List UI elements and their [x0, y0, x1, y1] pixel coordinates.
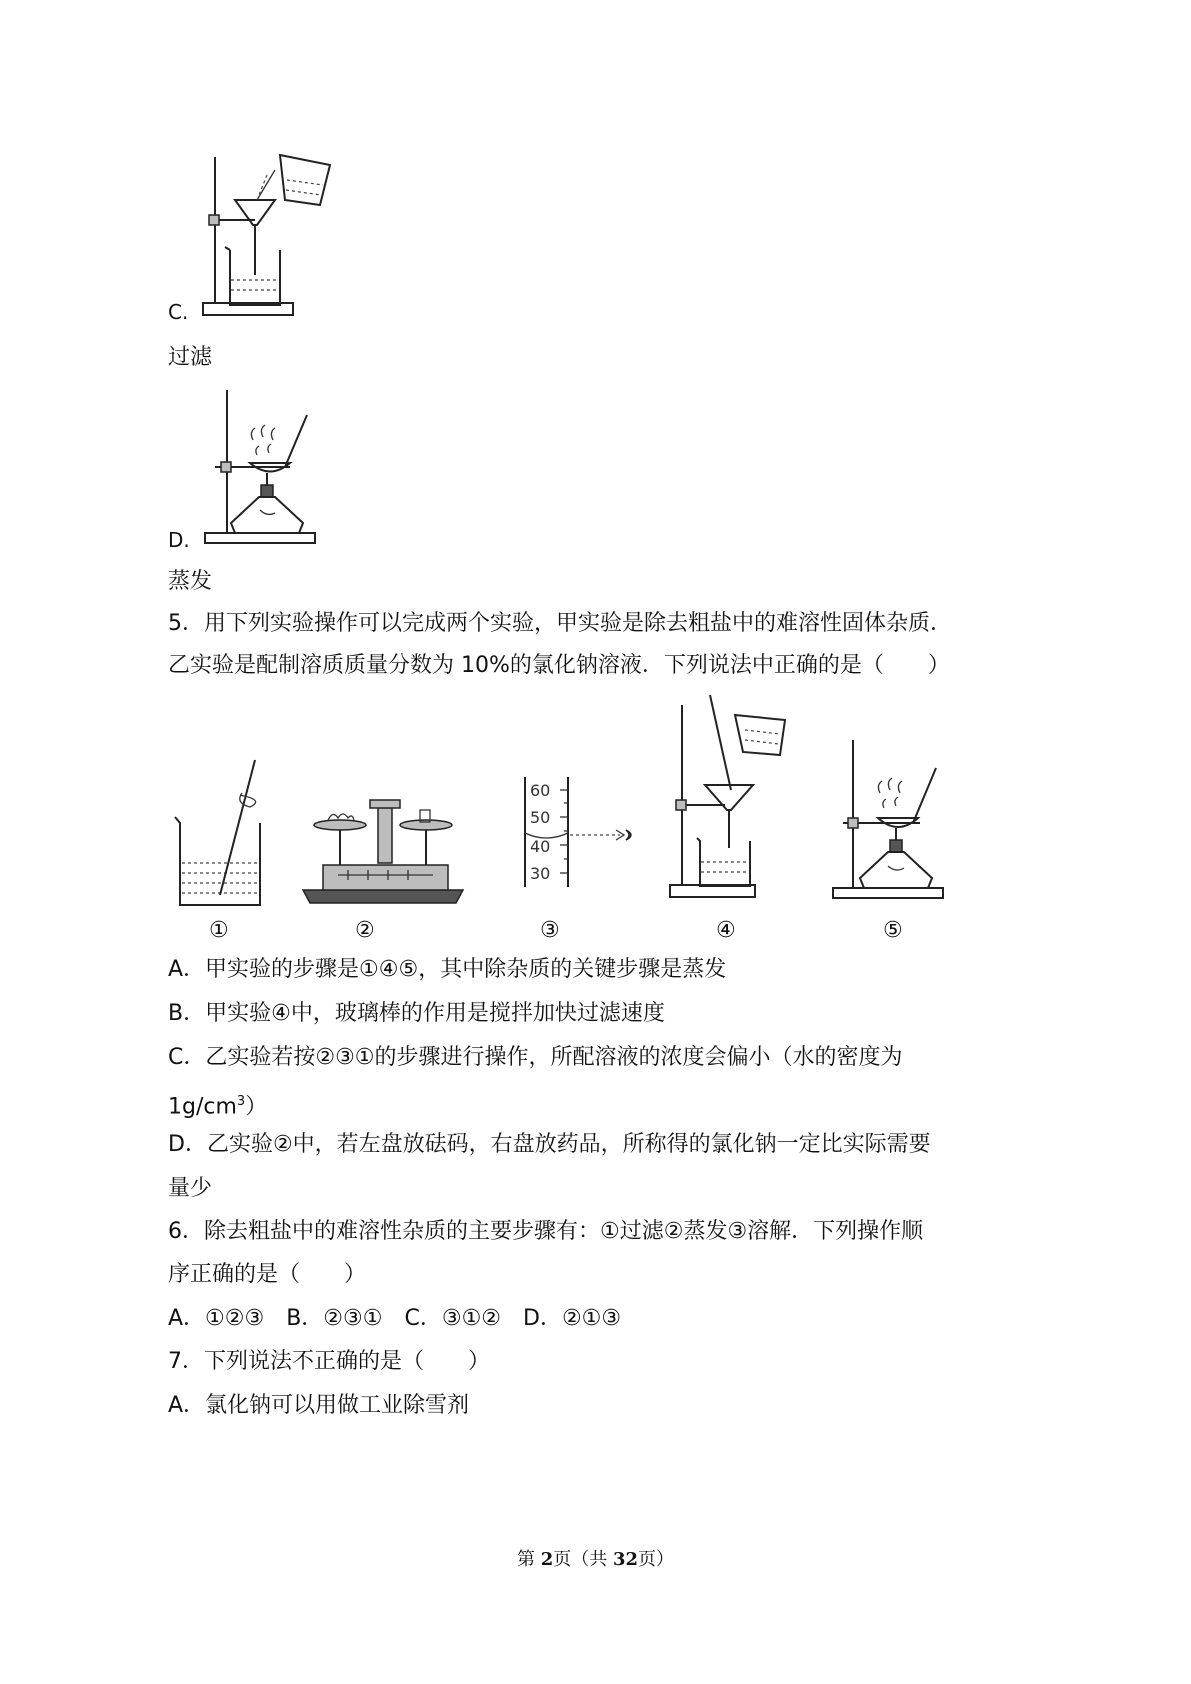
footer-middle: 页（共: [553, 1549, 613, 1570]
evaporation-apparatus-figure: [195, 385, 335, 550]
q6-stem-line1: 6．除去粗盐中的难溶性杂质的主要步骤有：①过滤②蒸发③溶解．下列操作顺: [168, 1219, 924, 1244]
q5-option-a: A．甲实验的步骤是①④⑤，其中除杂质的关键步骤是蒸发: [168, 957, 727, 982]
q7-stem: 7．下列说法不正确的是（ ）: [168, 1349, 490, 1374]
option-d-caption: 蒸发: [168, 569, 213, 594]
figure-5-number: ⑤: [883, 918, 903, 943]
footer-prefix: 第: [516, 1549, 541, 1570]
option-c-label: C.: [168, 300, 189, 324]
figure-3-number: ③: [540, 918, 560, 943]
footer-total-pages: 32: [612, 1549, 639, 1570]
q5-option-c-superscript: 3: [236, 1094, 246, 1109]
q5-option-c-unit: 1g/cm: [168, 1094, 237, 1120]
q5-option-b: B．甲实验④中，玻璃棒的作用是搅拌加快过滤速度: [168, 1001, 665, 1026]
figure-4-number: ④: [716, 918, 736, 943]
cylinder-tick-60: 60: [530, 781, 551, 800]
page-footer: [0, 1545, 1191, 1571]
q5-stem-line2: 乙实验是配制溶质质量分数为 10%的氯化钠溶液．下列说法中正确的是（ ）: [168, 653, 950, 678]
q6-options: A．①②③ B．②③① C．③①② D．②①③: [168, 1306, 622, 1331]
q7-option-a: A．氯化钠可以用做工业除雪剂: [168, 1393, 470, 1418]
figure-1-dissolving-beaker: [170, 755, 280, 910]
filtration-apparatus-figure: [195, 145, 335, 325]
q5-option-c-line1: C．乙实验若按②③①的步骤进行操作，所配溶液的浓度会偏小（水的密度为: [168, 1045, 903, 1070]
figure-3-graduated-cylinder: [520, 775, 660, 895]
figure-4-filtration: [665, 690, 795, 902]
q5-option-c-line2: [168, 1087, 267, 1122]
cylinder-tick-30: 30: [530, 864, 551, 883]
figure-1-number: ①: [209, 918, 229, 943]
footer-page-number: 2: [540, 1549, 554, 1570]
option-c-caption: 过滤: [168, 345, 213, 370]
q5-option-d-line2: 量少: [168, 1176, 213, 1201]
cylinder-tick-40: 40: [530, 837, 551, 856]
figure-2-number: ②: [355, 918, 375, 943]
q6-stem-line2: 序正确的是（ ）: [168, 1262, 367, 1287]
cylinder-tick-50: 50: [530, 808, 551, 827]
q5-option-d-line1: D．乙实验②中，若左盘放砝码，右盘放药品，所称得的氯化钠一定比实际需要: [168, 1132, 931, 1157]
figure-2-balance: [298, 795, 468, 910]
option-d-label: D.: [168, 528, 190, 552]
q5-option-c-close: ）: [245, 1094, 268, 1120]
footer-suffix: 页）: [638, 1549, 675, 1570]
figure-5-evaporation: [828, 738, 958, 903]
q5-stem-line1: 5．用下列实验操作可以完成两个实验，甲实验是除去粗盐中的难溶性固体杂质．: [168, 611, 952, 636]
